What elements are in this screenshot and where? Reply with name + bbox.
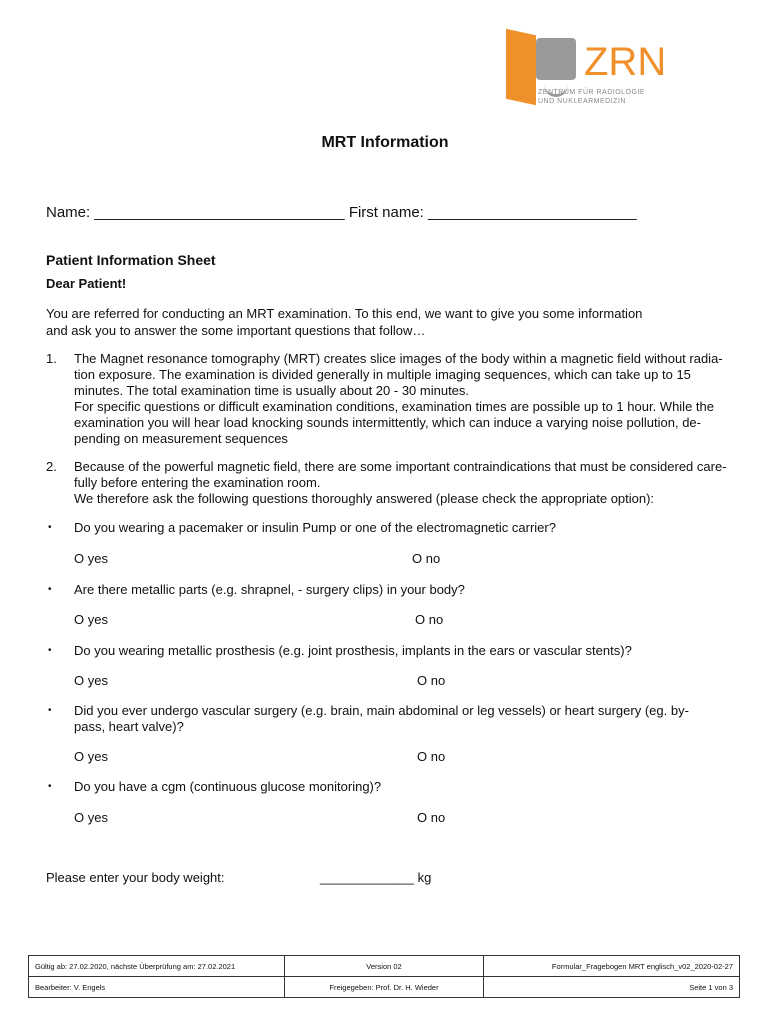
- question-4-line: pass, heart valve)?: [74, 719, 184, 734]
- intro-paragraph: [46, 305, 706, 339]
- version-cell: Version 02: [284, 956, 483, 977]
- question-5: Do you have a cgm (continuous glucose monitoring)?: [74, 779, 382, 794]
- question-1: Do you wearing a pacemaker or insulin Pump or one of the electromagnetic carrier?: [74, 520, 556, 535]
- point-1-line: pending on measurement sequences: [74, 431, 288, 446]
- name-label: Name:: [46, 204, 91, 221]
- point-2-line: We therefore ask the following questions thoroughly answered (please check the appropriate option):: [74, 491, 655, 506]
- section-title: Patient Information Sheet: [46, 252, 216, 268]
- footer-row: [29, 956, 740, 977]
- question-2: Are there metallic parts (e.g. shrapnel, - surgery clips) in your body?: [74, 582, 465, 597]
- intro-line: and ask you to answer the some important questions that follow…: [46, 323, 426, 338]
- editor-cell: Bearbeiter: V. Engels: [29, 977, 285, 998]
- logo-subtitle-line1: ZENTRUM FÜR RADIOLOGIE: [538, 89, 646, 96]
- q2-yes-option[interactable]: O yes: [74, 612, 108, 627]
- q4-no-option[interactable]: O no: [417, 749, 446, 764]
- logo-subtitle-line2: UND NUKLEARMEDIZIN: [538, 98, 626, 105]
- q3-yes-option[interactable]: O yes: [74, 673, 108, 688]
- logo-text: ZRN: [584, 40, 667, 84]
- intro-line: You are referred for conducting an MRT examination. To this end, we want to give you some information: [46, 306, 643, 321]
- bullet-icon: •: [48, 705, 52, 716]
- point-2-line: fully before entering the examination room.: [74, 475, 321, 490]
- footer-table: [28, 955, 740, 998]
- logo-orange-bar: [506, 29, 536, 105]
- weight-field[interactable]: _____________ kg: [320, 870, 432, 885]
- page-title: MRT Information: [321, 134, 449, 151]
- question-4-line: Did you ever undergo vascular surgery (e.g. brain, main abdominal or leg vessels) or heart surgery (eg. by-: [74, 703, 689, 718]
- point-1-line: minutes. The total examination time is usually about 20 - 30 minutes.: [74, 383, 470, 398]
- q1-yes-option[interactable]: O yes: [74, 551, 108, 566]
- footer-row: [29, 977, 740, 998]
- q5-yes-option[interactable]: O yes: [74, 810, 108, 825]
- greeting: Dear Patient!: [46, 276, 127, 291]
- bullet-icon: •: [48, 781, 52, 792]
- q4-yes-option[interactable]: O yes: [74, 749, 108, 764]
- point-1-number: 1.: [46, 351, 57, 366]
- page-number-cell: Seite 1 von 3: [484, 977, 740, 998]
- point-1-text: [74, 351, 734, 447]
- q5-no-option[interactable]: O no: [417, 810, 446, 825]
- point-1-line: The Magnet resonance tomography (MRT) creates slice images of the body within a magnetic field without radia-: [74, 351, 723, 366]
- bullet-icon: •: [48, 584, 52, 595]
- q3-no-option[interactable]: O no: [417, 673, 446, 688]
- point-2-number: 2.: [46, 459, 57, 474]
- question-3: Do you wearing metallic prosthesis (e.g. joint prosthesis, implants in the ears or vascular stents)?: [74, 643, 632, 658]
- first-name-label: First name:: [348, 204, 424, 221]
- weight-label: Please enter your body weight:: [46, 870, 225, 885]
- question-4: [74, 703, 739, 735]
- name-field[interactable]: ______________________________: [94, 204, 345, 221]
- point-1-line: tion exposure. The examination is divided generally in multiple imaging sequences, which can take up to 15: [74, 367, 691, 382]
- q1-no-option[interactable]: O no: [412, 551, 441, 566]
- point-1-line: For specific questions or difficult examination conditions, examination times are possible up to 1 hour. While the: [74, 399, 714, 414]
- q2-no-option[interactable]: O no: [415, 612, 444, 627]
- logo-gray-box: [536, 38, 576, 80]
- bullet-icon: •: [48, 645, 52, 656]
- logo-subtitle: [538, 88, 678, 106]
- valid-date-cell: Gültig ab: 27.02.2020, nächste Überprüfung am: 27.02.2021: [29, 956, 285, 977]
- zrn-logo: [500, 28, 670, 110]
- point-1-line: examination you will hear load knocking sounds intermittently, which can induce a varying noise pollution, de-: [74, 415, 701, 430]
- approved-cell: Freigegeben: Prof. Dr. H. Wieder: [284, 977, 483, 998]
- name-row: [46, 204, 637, 221]
- point-2-line: Because of the powerful magnetic field, there are some important contraindications that must be considered care-: [74, 459, 727, 474]
- bullet-icon: •: [48, 522, 52, 533]
- point-2-text: [74, 459, 734, 507]
- form-id-cell: Formular_Fragebogen MRT englisch_v02_2020-02-27: [484, 956, 740, 977]
- first-name-field[interactable]: _________________________: [428, 204, 637, 221]
